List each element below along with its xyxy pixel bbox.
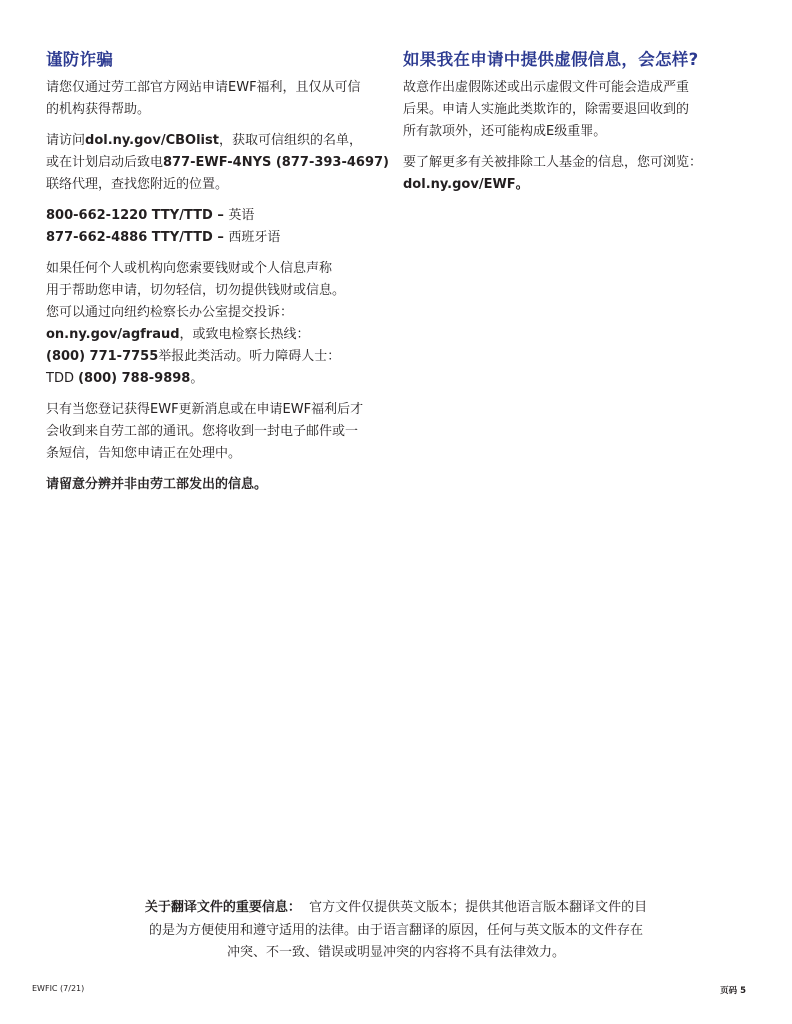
translation-notice — [90, 897, 702, 965]
text-span: 西班牙语 — [228, 230, 281, 245]
tty-english-number: 800-662-1220 TTY/TTD – — [46, 208, 229, 223]
text-line: 后果。申请人实施此类欺诈的，除需要退回收到的 — [403, 102, 690, 117]
text-line — [46, 130, 386, 152]
agfraud-link[interactable]: on.ny.gov/agfraud — [46, 327, 180, 342]
notice-title: 关于翻译文件的重要信息： — [144, 900, 301, 915]
text-span: 英语 — [228, 208, 255, 223]
text-span: 举报此类活动。听力障碍人士： — [158, 349, 341, 364]
form-code: EWFIC (7/21) — [32, 984, 85, 993]
text-line: 要了解更多有关被排除工人基金的信息，您可浏览： — [403, 155, 703, 170]
ewf-phone-number: 877-EWF-4NYS (877-393-4697) — [163, 155, 389, 170]
text-span: 官方文件仅提供英文版本；提供其他语言版本翻译文件的目 — [309, 900, 648, 915]
tty-english-line — [46, 205, 386, 227]
text-line — [46, 152, 389, 174]
text-line: 所有款项外，还可能构成E级重罪。 — [403, 124, 607, 139]
text-line: 的是为方便使用和遵守适用的法律。由于语言翻译的原因，任何与英文版本的文件存在 — [148, 922, 643, 938]
paragraph-beware — [46, 474, 386, 496]
text-line — [403, 174, 733, 196]
text-line — [46, 324, 386, 346]
paragraph-cbo-list — [46, 130, 389, 196]
text-line: 只有当您登记获得EWF更新消息或在申请EWF福利后才 — [46, 402, 364, 417]
ag-hotline-number: (800) 771-7755 — [46, 349, 159, 364]
text-line: 如果任何个人或机构向您索要钱财或个人信息声称 — [46, 261, 333, 276]
paragraph-official-site — [46, 77, 386, 121]
text-line: 请您仅通过劳工部官方网站申请EWF福利，且仅从可信 — [46, 80, 361, 95]
paragraph-tty-numbers — [46, 205, 386, 249]
text-span: ，或致电检察长热线： — [179, 327, 310, 342]
text-span: 或在计划启动后致电 — [46, 155, 164, 170]
ewf-link[interactable]: dol.ny.gov/EWF — [403, 177, 516, 192]
text-line — [46, 346, 386, 368]
paragraph-communications — [46, 399, 386, 465]
text-line: 用于帮助您申请，切勿轻信，切勿提供钱财或信息。 — [46, 283, 346, 298]
text-line: 联络代理，查找您附近的位置。 — [46, 177, 229, 192]
beware-text: 请留意分辨并非由劳工部发出的信息。 — [46, 477, 268, 492]
text-line — [90, 897, 702, 920]
right-column — [403, 49, 733, 205]
cbolist-link[interactable]: dol.ny.gov/CBOlist — [85, 133, 219, 148]
heading-false-information: 如果我在申请中提供虚假信息，会怎样? — [403, 50, 699, 69]
heading-scam-warning: 谨防诈骗 — [46, 50, 114, 69]
text-line: 您可以通过向纽约检察长办公室提交投诉： — [46, 305, 294, 320]
text-span: 。 — [515, 177, 529, 192]
paragraph-report-fraud — [46, 258, 386, 390]
paragraph-consequences — [403, 77, 733, 143]
text-span: 请访问 — [46, 133, 86, 148]
text-line: 故意作出虚假陈述或出示虚假文件可能会造成严重 — [403, 80, 690, 95]
text-line: 条短信，告知您申请正在处理中。 — [46, 446, 242, 461]
page-number: 页码 5 — [720, 986, 746, 996]
text-line: 会收到来自劳工部的通讯。您将收到一封电子邮件或一 — [46, 424, 359, 439]
tty-spanish-number: 877-662-4886 TTY/TTD – — [46, 230, 229, 245]
text-span: ，获取可信组织的名单， — [218, 133, 362, 148]
paragraph-learn-more — [403, 152, 733, 196]
tty-spanish-line — [46, 227, 386, 249]
text-line: 的机构获得帮助。 — [46, 102, 151, 117]
text-line — [46, 368, 386, 390]
tdd-number: (800) 788-9898 — [78, 371, 191, 386]
text-span: 。 — [190, 371, 204, 386]
text-line: 冲突、不一致、错误或明显冲突的内容将不具有法律效力。 — [226, 945, 565, 960]
text-span: TDD — [46, 371, 79, 386]
left-column — [46, 49, 389, 505]
